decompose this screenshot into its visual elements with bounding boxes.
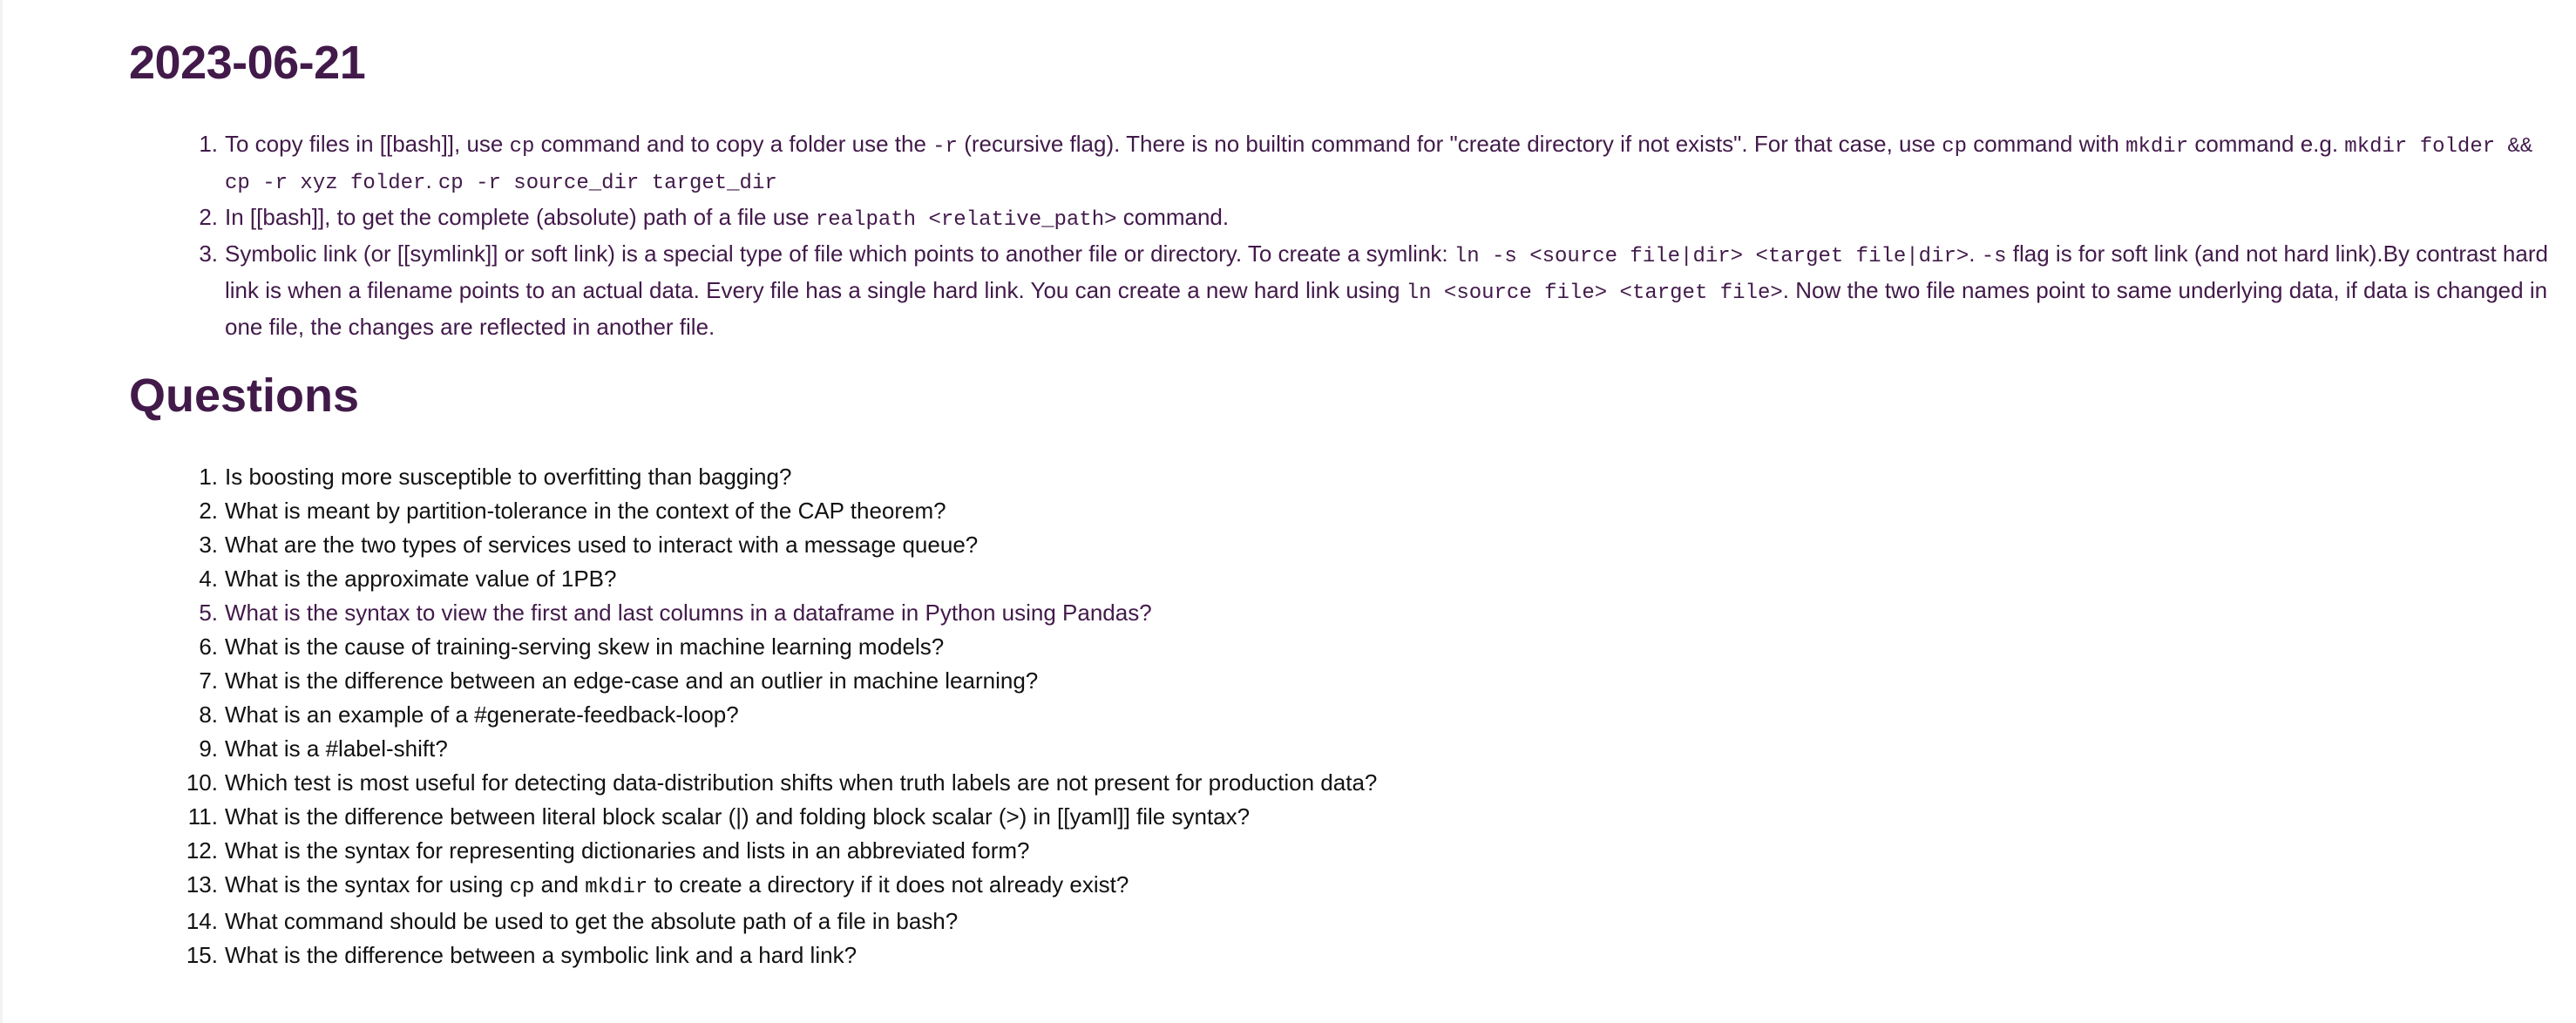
inline-code: ln <source file> <target file> [1406,281,1783,305]
questions-heading: Questions [129,369,360,422]
question-item [129,834,2560,868]
note-item-number: 3. [199,241,218,267]
question-item-number: 12. [186,837,218,864]
note-item-text: To copy files in [[bash]], use [225,131,510,157]
question-item-number: 14. [186,908,218,934]
question-item-text: to create a directory if it does not already exist? [647,871,1129,898]
question-item-text: What command should be used to get the absolute path of a file in bash? [225,908,959,934]
note-item-text: In [[bash]], to get the complete (absolute) path of a file use [225,204,816,230]
question-item [129,494,2560,528]
note-item-text: Symbolic link (or [[symlink]] or soft link) is a special type of file which points to another file or directory. To create a symlink: [225,241,1454,267]
inline-code: ln -s <source file|dir> <target file|dir> [1454,245,1969,268]
note-item-text: command with [1967,131,2126,157]
date-heading: 2023-06-21 [129,37,366,89]
notes-list [129,127,2560,344]
note-item-text: . Now the two file names point to same underlying data, if data is changed in one file, the changes are reflected in another file. [225,277,2548,340]
question-item [129,562,2560,596]
question-item-text: What is an example of a #generate-feedback-loop? [225,701,739,728]
inline-code: realpath <relative_path> [815,208,1117,232]
inline-code: -r [932,135,958,159]
question-item [129,938,2560,972]
question-item-number: 13. [186,871,218,898]
question-item [129,630,2560,664]
question-item [129,528,2560,562]
question-item [129,460,2560,494]
question-item-text: What is a #label-shift? [225,735,448,762]
question-item [129,596,2560,630]
note-item-text: . [425,167,438,193]
question-item [129,732,2560,766]
note-item-number: 1. [199,131,218,157]
question-item-text: What is the difference between literal block scalar (|) and folding block scalar (>) in [[yaml]] file syntax? [225,803,1251,830]
question-item-text: What is the syntax for using [225,871,510,898]
questions-list [129,460,2560,972]
question-item-text: What is the syntax for representing dictionaries and lists in an abbreviated form? [225,837,1030,864]
inline-code: cp -r source_dir target_dir [437,172,777,195]
question-item-text: What is the approximate value of 1PB? [225,566,617,592]
note-item-text: . [1969,241,1982,267]
inline-code: mkdir [585,876,648,899]
question-item [129,698,2560,732]
note-item-text: command and to copy a folder use the [534,131,933,157]
question-item [129,904,2560,938]
question-item-text: and [534,871,586,898]
left-margin-rule [0,0,3,1023]
question-item-text: What is meant by partition-tolerance in the context of the CAP theorem? [225,498,946,524]
question-item [129,664,2560,698]
question-item-number: 9. [199,735,218,762]
inline-code: cp [1942,135,1967,159]
note-item-text: command. [1116,204,1230,230]
question-item-number: 7. [199,667,218,694]
question-item-number: 10. [186,769,218,796]
note-item [129,127,2560,200]
note-item-text: (recursive flag). There is no builtin command for "create directory if not exists". For that case, use [957,131,1942,157]
inline-code: cp [509,876,535,899]
question-item-text: What is the difference between an edge-case and an outlier in machine learning? [225,667,1039,694]
question-item-number: 2. [199,498,218,524]
question-item-number: 3. [199,532,218,558]
question-item-text: What is the cause of training-serving skew in machine learning models? [225,633,945,660]
question-item-number: 6. [199,633,218,660]
question-item-number: 5. [199,600,218,626]
note-item [129,237,2560,344]
question-item [129,868,2560,904]
question-item-text: Which test is most useful for detecting data-distribution shifts when truth labels are not present for production data? [225,769,1378,796]
question-item-text: What is the syntax to view the first and last columns in a dataframe in Python using Pandas? [225,600,1152,626]
note-item [129,200,2560,237]
inline-code: cp [509,135,535,159]
question-item-text: Is boosting more susceptible to overfitting than bagging? [225,464,792,490]
question-item-number: 4. [199,566,218,592]
note-item-text: command e.g. [2188,131,2345,157]
question-item [129,766,2560,800]
inline-code: -s [1981,245,2007,268]
question-item-text: What are the two types of services used to interact with a message queue? [225,532,979,558]
note-item-number: 2. [199,204,218,230]
question-item-number: 11. [187,803,218,830]
question-item-number: 1. [199,464,218,490]
question-item-text: What is the difference between a symbolic link and a hard link? [225,942,858,968]
question-item-number: 15. [186,942,218,968]
inline-code: mkdir folder && cp -r xyz folder [225,135,2533,195]
note-item-text: flag is for soft link (and not hard link).By contrast hard link is when a filename points to an actual data. Every file has a single hard link. You can create a new hard link using [225,241,2548,303]
inline-code: mkdir [2125,135,2189,159]
question-item-number: 8. [199,701,218,728]
question-item [129,800,2560,834]
